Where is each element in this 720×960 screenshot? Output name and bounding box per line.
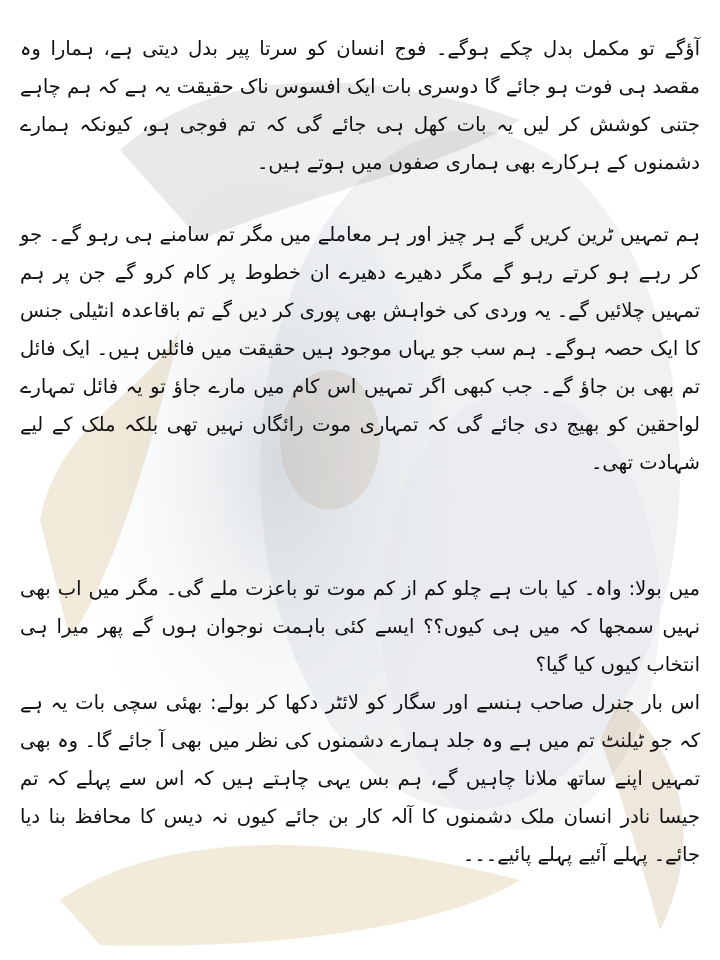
paragraph-3: میں بولا: واہ۔ کیا بات ہے چلو کم از کم موت تو باعزت ملے گی۔ مگر میں اب بھی نہیں سمجھا کہ میں ہی کیوں؟؟ ایسے کئی باہمت نوجوان ہوں گے پھر میرا ہی انتخاب کیوں کیا گیا؟ bbox=[20, 576, 700, 676]
paragraph-4: اس بار جنرل صاحب ہنسے اور سگار کو لائٹر دکھا کر بولے: بھئی سچی بات یہ ہے کہ جو ٹیلنٹ تم میں ہے وہ جلد ہمارے دشمنوں کی نظر میں بھی آ جائے گا۔ وہ بھی تمہیں اپنے ساتھ ملانا چاہیں گے، ہم بس یہی چاہتے ہیں کہ اس سے پہلے کہ تم جیسا نادر انسان ملک دشمنوں کا آلہ کار بن جائے کیوں نہ دیس کا محافظ بنا دیا جائے۔ پہلے آئیے پہلے پائیے۔۔۔ bbox=[20, 690, 700, 866]
paragraph-2: ہم تمہیں ٹرین کریں گے ہر چیز اور ہر معاملے میں مگر تم سامنے ہی رہو گے۔ جو کر رہے ہو کرتے رہو گے مگر دھیرے دھیرے ان خطوط پر کام کرو گے جن پر ہم تمہیں چلائیں گے۔ یہ وردی کی خواہش بھی پوری کر دیں گے تم باقاعدہ انٹیلی جنس کا ایک حصہ ہوگے۔ ہم سب جو یہاں موجود ہیں حقیقت میں فائلیں ہیں۔ ایک فائل تم بھی بن جاؤ گے۔ جب کبھی اگر تمہیں اس کام میں مارے جاؤ تو یہ فائل تمہارے لواحقین کو بھیج دی جائے گی کہ تمہاری موت رائگاں نہیں تھی بلکہ ملک کے لیے شہادت تھی۔ bbox=[20, 222, 700, 474]
paragraph-1: آؤگے تو مکمل بدل چکے ہوگے۔ فوج انسان کو سرتا پیر بدل دیتی ہے، ہمارا وہ مقصد ہی فوت ہو جائے گا دوسری بات ایک افسوس ناک حقیقت یہ ہے کہ ہم چاہے جتنی کوشش کر لیں یہ بات کھل ہی جائے گی کہ تم فوجی ہو، کیونکہ ہمارے دشمنوں کے ہرکارے بھی ہماری صفوں میں ہوتے ہیں۔ bbox=[20, 36, 700, 174]
